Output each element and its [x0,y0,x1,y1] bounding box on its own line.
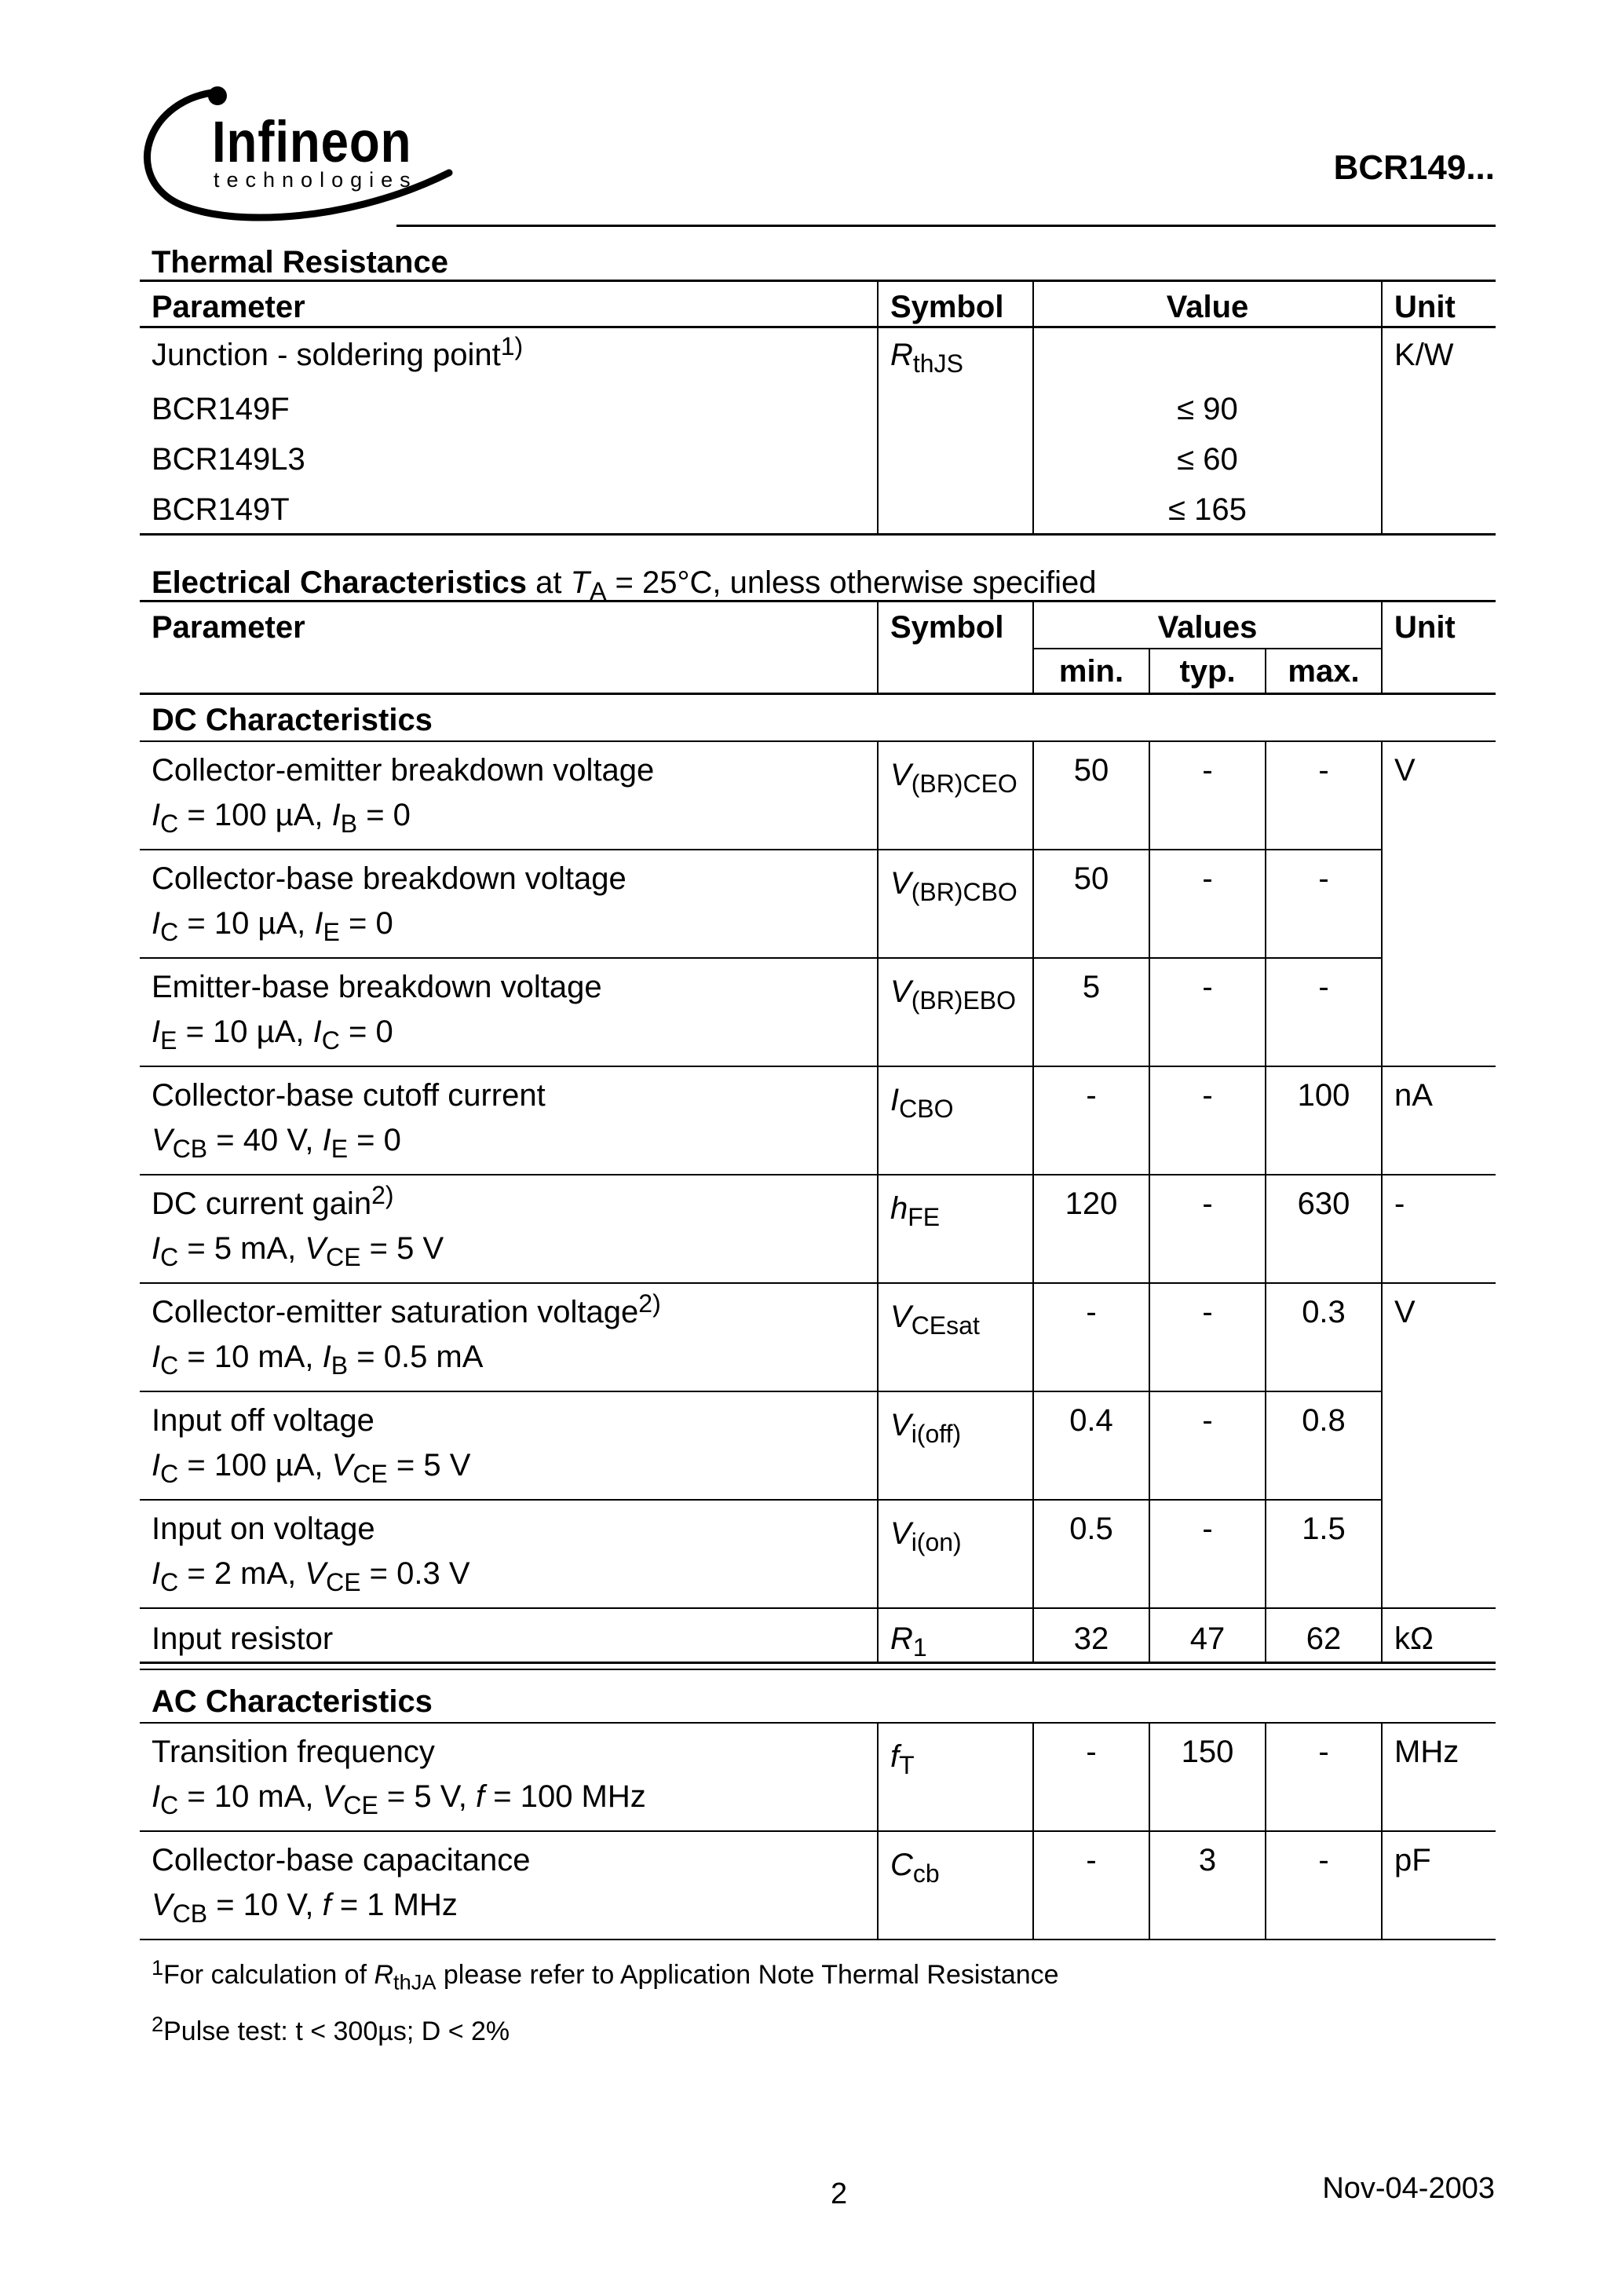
col-value: Value [1033,281,1382,327]
page-number: 2 [831,2177,848,2210]
dc-section-row [140,694,1496,741]
footnote-2: $^2$Pulse test: t < 300µs; D < 2% [152,2012,510,2046]
param-symbol: $h_{FE}$ [878,1175,1033,1283]
param-condition: $I_C = 2$ mA, $V_{CE} = 0.3$ V [140,1553,878,1608]
value-max: 100 [1266,1066,1382,1175]
thermal-row-title [140,327,1496,379]
col-unit: Unit [1382,281,1496,327]
param-condition: $I_E = 10$ µA, $I_C = 0$ [140,1011,878,1066]
param-name: Transition frequency [152,1734,435,1769]
value-min: 50 [1033,741,1149,850]
table-row [140,1066,1496,1120]
value-max: 630 [1266,1175,1382,1283]
param-name: Collector-base capacitance [152,1842,531,1877]
col-symbol: Symbol [878,281,1033,327]
param-name: Collector-emitter breakdown voltage [152,752,655,788]
table-row [140,958,1496,1011]
param-condition: $I_C = 5$ mA, $V_{CE} = 5$ V [140,1228,878,1283]
value-min: - [1033,1066,1149,1175]
value-max: - [1266,741,1382,850]
value-min: 120 [1033,1175,1149,1283]
value-typ: 3 [1149,1831,1266,1940]
footnote-1: $^1$For calculation of $R_{thJA}$ please refer to Application Note Thermal Resistance [152,1955,1059,1994]
col-min: min. [1033,649,1149,694]
param-condition: $I_C = 100$ µA, $V_{CE} = 5$ V [140,1445,878,1500]
table-row: BCR149F ≤ 90 [140,379,1496,431]
col-parameter: Parameter [140,601,878,694]
param-symbol: $V_{(BR)EBO}$ [878,958,1033,1066]
value-typ: - [1149,1500,1266,1608]
table-row [140,1391,1496,1445]
value-min: - [1033,1723,1149,1831]
document-title: BCR149... [1333,148,1495,187]
param-name: Collector-emitter saturation voltage$^{2)}$ [152,1289,661,1329]
document-date: Nov-04-2003 [1322,2172,1495,2205]
infineon-logo [135,79,465,236]
param-symbol: $V_{i(off)}$ [878,1391,1033,1500]
param-condition: $I_C = 10$ µA, $I_E = 0$ [140,903,878,958]
thermal-symbol: $R_{thJS}$ [878,327,1033,379]
value-typ: - [1149,850,1266,958]
col-typ: typ. [1149,649,1266,694]
value-typ: - [1149,1175,1266,1283]
param-condition: $V_{CB} = 10$ V, f = 1 MHz [140,1885,878,1940]
dc-rows [140,741,1496,1608]
value-typ: - [1149,741,1266,850]
table-row [140,1500,1496,1553]
value-unit: - [1382,1175,1496,1283]
ac-title: AC Characteristics [140,1669,1496,1723]
header-rule [396,225,1496,227]
value-min: 0.4 [1033,1391,1149,1500]
thermal-table [140,280,1496,536]
value-typ: 150 [1149,1723,1266,1831]
value-min: - [1033,1283,1149,1391]
value-min: 50 [1033,850,1149,958]
param-name: DC current gain$^{2)}$ [152,1180,394,1221]
value-unit: MHz [1382,1723,1496,1831]
table-row: BCR149T ≤ 165 [140,483,1496,535]
param-name: Collector-base breakdown voltage [152,861,627,896]
value-unit: nA [1382,1066,1496,1175]
col-symbol: Symbol [878,601,1033,694]
value-min: 5 [1033,958,1149,1066]
ac-section-row [140,1669,1496,1723]
electrical-title: Electrical Characteristics at $T_A = 25^\circ C$, unless otherwise specified [152,565,1097,605]
logo-subtitle: technologies [214,168,418,192]
table-row [140,741,1496,795]
value-unit: pF [1382,1831,1496,1940]
value-max: 1.5 [1266,1500,1382,1608]
value-max: - [1266,1723,1382,1831]
param-symbol: $V_{(BR)CBO}$ [878,850,1033,958]
thermal-header-row [140,281,1496,327]
input-resistor-row: Input resistor $R_1$ 32 47 62 kΩ [140,1608,1496,1663]
thermal-param: Junction - soldering point$^{1)}$ [152,332,524,372]
param-condition: $I_C = 10$ mA, $V_{CE} = 5$ V, f = 100 MHz [140,1776,878,1831]
col-parameter: Parameter [140,281,878,327]
table-row [140,850,1496,903]
value-max: 0.8 [1266,1391,1382,1500]
param-symbol: $V_{CEsat}$ [878,1283,1033,1391]
param-symbol: $I_{CBO}$ [878,1066,1033,1175]
param-symbol: $f_T$ [878,1723,1033,1831]
thermal-unit: K/W [1382,327,1496,379]
logo-wordmark: Infineon [212,109,412,174]
table-row [140,1175,1496,1228]
value-max: - [1266,1831,1382,1940]
ac-rows [140,1723,1496,1940]
table-row [140,1831,1496,1885]
value-max: - [1266,850,1382,958]
col-unit: Unit [1382,601,1496,694]
table-row [140,1723,1496,1776]
electrical-table [140,600,1496,1940]
value-unit: V [1382,741,1496,1066]
table-row [140,1283,1496,1336]
col-values: Values [1033,601,1382,649]
param-name: Emitter-base breakdown voltage [152,969,602,1004]
param-condition: $I_C = 100$ µA, $I_B = 0$ [140,795,878,850]
param-symbol: $C_{cb}$ [878,1831,1033,1940]
dc-title: DC Characteristics [140,694,1496,741]
value-typ: - [1149,1391,1266,1500]
value-typ: - [1149,1066,1266,1175]
value-max: - [1266,958,1382,1066]
value-typ: - [1149,1283,1266,1391]
param-symbol: $V_{i(on)}$ [878,1500,1033,1608]
thermal-title: Thermal Resistance [152,245,448,280]
value-max: 0.3 [1266,1283,1382,1391]
value-typ: - [1149,958,1266,1066]
param-name: Input off voltage [152,1402,374,1438]
value-min: 0.5 [1033,1500,1149,1608]
param-name: Collector-base cutoff current [152,1077,546,1113]
value-min: - [1033,1831,1149,1940]
electrical-header-row [140,601,1496,649]
param-condition: $V_{CB} = 40$ V, $I_E = 0$ [140,1120,878,1175]
value-unit: V [1382,1283,1496,1608]
table-row: BCR149L3 ≤ 60 [140,431,1496,483]
col-max: max. [1266,649,1382,694]
param-condition: $I_C = 10$ mA, $I_B = 0.5$ mA [140,1336,878,1391]
param-name: Input on voltage [152,1511,375,1546]
param-symbol: $V_{(BR)CEO}$ [878,741,1033,850]
